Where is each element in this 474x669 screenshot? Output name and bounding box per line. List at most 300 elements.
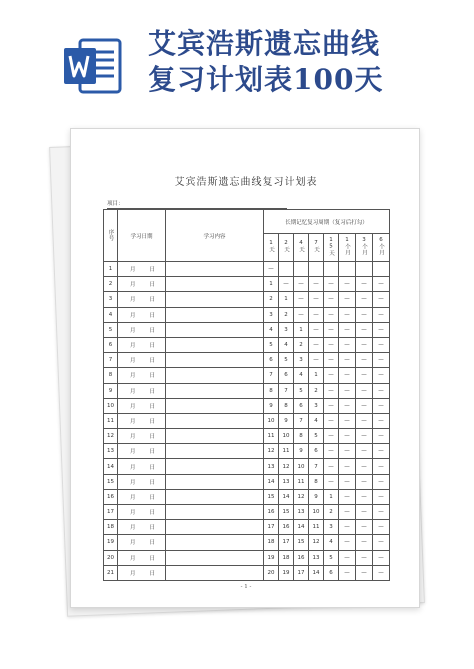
review-cell[interactable]: 3	[279, 322, 294, 337]
month-label: 月	[130, 403, 136, 410]
study-date-header: 学习日期	[118, 210, 166, 262]
review-cell[interactable]: 3	[324, 520, 339, 535]
seq-cell: 3	[104, 292, 118, 307]
table-row	[104, 413, 390, 428]
study-date-cell[interactable]	[118, 505, 166, 520]
month-label: 月	[130, 358, 136, 365]
period-header: 1天	[264, 234, 279, 262]
review-cell[interactable]: —	[356, 535, 373, 550]
review-cell[interactable]: 4	[279, 337, 294, 352]
seq-cell: 14	[104, 459, 118, 474]
review-cell[interactable]: 12	[264, 444, 279, 459]
review-cell[interactable]: 18	[279, 550, 294, 565]
day-label: 日	[149, 403, 156, 410]
review-cell[interactable]: —	[373, 383, 390, 398]
review-cell[interactable]: —	[356, 413, 373, 428]
review-cell[interactable]: —	[279, 277, 294, 292]
study-content-cell[interactable]	[166, 520, 264, 535]
review-cell[interactable]: —	[339, 383, 356, 398]
seq-cell: 10	[104, 398, 118, 413]
review-cell[interactable]: 4	[309, 413, 324, 428]
study-content-cell[interactable]	[166, 459, 264, 474]
study-date-cell[interactable]	[118, 277, 166, 292]
review-cell[interactable]: —	[339, 565, 356, 580]
study-date-cell[interactable]	[118, 383, 166, 398]
day-label: 日	[149, 449, 156, 456]
review-cell[interactable]: —	[339, 429, 356, 444]
study-date-cell[interactable]	[118, 398, 166, 413]
table-row	[104, 292, 390, 307]
review-cell[interactable]: —	[294, 292, 309, 307]
review-cell[interactable]: —	[356, 383, 373, 398]
month-label: 月	[130, 297, 136, 304]
review-cell[interactable]: 11	[264, 429, 279, 444]
page-headline	[148, 26, 448, 98]
review-cell[interactable]: 5	[264, 337, 279, 352]
document-page	[70, 128, 420, 608]
headline-line-1: 艾宾浩斯遗忘曲线	[148, 27, 381, 60]
review-cell[interactable]: —	[373, 459, 390, 474]
seq-cell: 4	[104, 307, 118, 322]
review-cell[interactable]: —	[324, 322, 339, 337]
review-cell[interactable]: —	[309, 337, 324, 352]
review-cell[interactable]: 2	[309, 383, 324, 398]
review-cell[interactable]: —	[373, 429, 390, 444]
table-row	[104, 277, 390, 292]
month-label: 月	[130, 510, 136, 517]
review-cell[interactable]: 14	[279, 489, 294, 504]
review-cell[interactable]: 13	[309, 550, 324, 565]
review-cell[interactable]: —	[356, 505, 373, 520]
study-date-cell[interactable]	[118, 353, 166, 368]
review-cell[interactable]: —	[356, 459, 373, 474]
seq-cell: 15	[104, 474, 118, 489]
review-cell[interactable]: —	[339, 277, 356, 292]
review-cell[interactable]: —	[324, 444, 339, 459]
review-cell[interactable]: 15	[279, 505, 294, 520]
review-cell[interactable]: 13	[264, 459, 279, 474]
study-content-cell[interactable]	[166, 353, 264, 368]
review-cell[interactable]: 1	[264, 277, 279, 292]
seq-cell: 7	[104, 353, 118, 368]
study-content-cell[interactable]	[166, 489, 264, 504]
review-cell[interactable]: 2	[279, 307, 294, 322]
table-row	[104, 262, 390, 277]
study-date-cell[interactable]	[118, 262, 166, 277]
review-cell[interactable]: 17	[264, 520, 279, 535]
review-cell[interactable]: 4	[324, 535, 339, 550]
study-date-cell[interactable]	[118, 337, 166, 352]
review-cell[interactable]: —	[356, 337, 373, 352]
review-cell[interactable]: 5	[294, 383, 309, 398]
review-cell[interactable]: —	[339, 307, 356, 322]
review-cell[interactable]: —	[339, 398, 356, 413]
day-label: 日	[149, 343, 156, 350]
study-content-cell[interactable]	[166, 550, 264, 565]
review-cell[interactable]: —	[356, 277, 373, 292]
review-cell[interactable]: 6	[309, 444, 324, 459]
review-cell[interactable]: —	[309, 307, 324, 322]
seq-cell: 18	[104, 520, 118, 535]
study-content-cell[interactable]	[166, 565, 264, 580]
review-cell[interactable]	[339, 262, 356, 277]
period-header: 7天	[309, 234, 324, 262]
month-label: 月	[130, 434, 136, 441]
review-cell[interactable]: —	[339, 489, 356, 504]
review-cell[interactable]: 9	[309, 489, 324, 504]
review-cell[interactable]: —	[373, 413, 390, 428]
period-header: 15天	[324, 234, 339, 262]
day-label: 日	[149, 464, 156, 471]
review-cell[interactable]: 17	[279, 535, 294, 550]
seq-cell: 20	[104, 550, 118, 565]
seq-cell: 19	[104, 535, 118, 550]
review-cell[interactable]: —	[356, 520, 373, 535]
review-cell[interactable]: 6	[324, 565, 339, 580]
review-cell[interactable]: —	[324, 368, 339, 383]
review-cell[interactable]: —	[373, 535, 390, 550]
review-cell[interactable]: —	[324, 474, 339, 489]
review-cell[interactable]: —	[356, 565, 373, 580]
seq-cell: 17	[104, 505, 118, 520]
month-label: 月	[130, 388, 136, 395]
review-cell[interactable]: 3	[264, 307, 279, 322]
table-row	[104, 353, 390, 368]
word-doc-icon	[62, 36, 124, 96]
review-cell[interactable]: 16	[279, 520, 294, 535]
review-cell[interactable]: —	[324, 398, 339, 413]
review-cell[interactable]: —	[356, 550, 373, 565]
seq-cell: 21	[104, 565, 118, 580]
document-title: 艾宾浩斯遗忘曲线复习计划表	[174, 177, 318, 188]
review-cell[interactable]: 2	[324, 505, 339, 520]
day-label: 日	[149, 434, 156, 441]
review-cell[interactable]: —	[373, 368, 390, 383]
review-cell[interactable]: 1	[324, 489, 339, 504]
day-label: 日	[149, 479, 156, 486]
banner	[0, 0, 474, 120]
review-cell[interactable]: 1	[294, 322, 309, 337]
study-content-cell[interactable]	[166, 277, 264, 292]
review-cell[interactable]: —	[324, 383, 339, 398]
review-schedule-table	[103, 209, 390, 581]
review-cell[interactable]: —	[339, 292, 356, 307]
day-label: 日	[149, 358, 156, 365]
review-cell[interactable]: 12	[294, 489, 309, 504]
review-cell[interactable]: —	[356, 368, 373, 383]
review-cell[interactable]: —	[339, 444, 356, 459]
review-cell[interactable]: —	[373, 520, 390, 535]
review-cell[interactable]: —	[339, 413, 356, 428]
study-content-cell[interactable]	[166, 413, 264, 428]
review-cell[interactable]: —	[356, 444, 373, 459]
review-cell[interactable]: 3	[294, 353, 309, 368]
study-content-cell[interactable]	[166, 429, 264, 444]
day-label: 日	[149, 327, 156, 334]
review-cell[interactable]	[373, 262, 390, 277]
review-cell[interactable]: 14	[294, 520, 309, 535]
review-cell[interactable]: —	[373, 322, 390, 337]
review-cell[interactable]: 7	[294, 413, 309, 428]
project-field	[107, 199, 287, 209]
review-cell[interactable]: —	[373, 565, 390, 580]
table-row	[104, 474, 390, 489]
day-label: 日	[149, 540, 156, 547]
period-header: 6个月	[373, 234, 390, 262]
month-label: 月	[130, 343, 136, 350]
review-cell[interactable]: 1	[309, 368, 324, 383]
review-cell[interactable]: —	[356, 322, 373, 337]
review-cell[interactable]: 9	[279, 413, 294, 428]
review-cell[interactable]: —	[339, 353, 356, 368]
study-content-cell[interactable]	[166, 337, 264, 352]
table-row	[104, 368, 390, 383]
review-cell[interactable]: —	[324, 292, 339, 307]
review-cell[interactable]: —	[339, 520, 356, 535]
review-cell[interactable]: —	[373, 353, 390, 368]
review-cell[interactable]: 8	[279, 398, 294, 413]
period-header: 4天	[294, 234, 309, 262]
month-label: 月	[130, 570, 136, 577]
review-cell[interactable]: —	[339, 505, 356, 520]
review-cell[interactable]: —	[264, 262, 279, 277]
review-cell[interactable]: 12	[279, 459, 294, 474]
review-cell[interactable]: 14	[309, 565, 324, 580]
review-cell[interactable]: —	[373, 337, 390, 352]
seq-cell: 6	[104, 337, 118, 352]
review-cell[interactable]: —	[324, 353, 339, 368]
review-cell[interactable]: 19	[264, 550, 279, 565]
review-cell[interactable]: 6	[264, 353, 279, 368]
table-row	[104, 520, 390, 535]
period-header: 2天	[279, 234, 294, 262]
review-cell[interactable]: —	[309, 353, 324, 368]
table-row	[104, 398, 390, 413]
period-header: 3个月	[356, 234, 373, 262]
table-row	[104, 383, 390, 398]
study-content-cell[interactable]	[166, 368, 264, 383]
study-content-cell[interactable]	[166, 292, 264, 307]
review-cell[interactable]: —	[294, 307, 309, 322]
review-cell[interactable]: 10	[264, 413, 279, 428]
review-cell[interactable]: 19	[279, 565, 294, 580]
review-cell[interactable]: —	[324, 413, 339, 428]
review-cell[interactable]: —	[339, 459, 356, 474]
review-cell[interactable]: —	[356, 474, 373, 489]
study-content-header: 学习内容	[166, 210, 264, 262]
study-date-cell[interactable]	[118, 292, 166, 307]
review-cell[interactable]: —	[339, 550, 356, 565]
study-date-cell[interactable]	[118, 565, 166, 580]
review-cell[interactable]: —	[324, 429, 339, 444]
study-content-cell[interactable]	[166, 535, 264, 550]
review-cell[interactable]	[324, 262, 339, 277]
review-cell[interactable]: —	[373, 277, 390, 292]
review-cell[interactable]: 3	[309, 398, 324, 413]
review-cell[interactable]: —	[324, 277, 339, 292]
study-date-cell[interactable]	[118, 550, 166, 565]
study-content-cell[interactable]	[166, 262, 264, 277]
period-header: 1个月	[339, 234, 356, 262]
review-cell[interactable]: —	[356, 489, 373, 504]
review-cell[interactable]: 11	[294, 474, 309, 489]
review-cell[interactable]: 10	[279, 429, 294, 444]
review-cell[interactable]: —	[373, 505, 390, 520]
seq-cell: 11	[104, 413, 118, 428]
month-label: 月	[130, 540, 136, 547]
month-label: 月	[130, 327, 136, 334]
seq-header: 序号	[104, 210, 118, 262]
review-cell[interactable]: —	[339, 337, 356, 352]
review-period-group-header: 长期记忆复习周期（复习后打勾）	[264, 210, 390, 234]
review-cell[interactable]: 4	[264, 322, 279, 337]
review-cell[interactable]	[294, 262, 309, 277]
day-label: 日	[149, 555, 156, 562]
review-cell[interactable]: —	[339, 535, 356, 550]
review-cell[interactable]: —	[373, 444, 390, 459]
review-cell[interactable]: —	[324, 307, 339, 322]
review-cell[interactable]: —	[356, 353, 373, 368]
study-date-cell[interactable]	[118, 307, 166, 322]
review-cell[interactable]: 11	[309, 520, 324, 535]
study-date-cell[interactable]	[118, 535, 166, 550]
review-cell[interactable]: 7	[264, 368, 279, 383]
review-cell[interactable]: —	[339, 474, 356, 489]
review-cell[interactable]: 17	[294, 565, 309, 580]
review-cell[interactable]: 10	[309, 505, 324, 520]
study-date-cell[interactable]	[118, 368, 166, 383]
review-cell[interactable]: —	[309, 292, 324, 307]
review-cell[interactable]: —	[373, 489, 390, 504]
review-cell[interactable]: 13	[279, 474, 294, 489]
seq-cell: 9	[104, 383, 118, 398]
review-cell[interactable]: 13	[294, 505, 309, 520]
review-cell[interactable]: —	[309, 322, 324, 337]
month-label: 月	[130, 494, 136, 501]
table-row	[104, 505, 390, 520]
study-content-cell[interactable]	[166, 307, 264, 322]
day-label: 日	[149, 373, 156, 380]
study-content-cell[interactable]	[166, 505, 264, 520]
study-date-cell[interactable]	[118, 413, 166, 428]
review-cell[interactable]: 6	[279, 368, 294, 383]
review-cell[interactable]: —	[294, 277, 309, 292]
study-content-cell[interactable]	[166, 444, 264, 459]
review-cell[interactable]: —	[309, 277, 324, 292]
review-cell[interactable]: 4	[294, 368, 309, 383]
review-cell[interactable]: 5	[324, 550, 339, 565]
review-cell[interactable]: 18	[264, 535, 279, 550]
month-label: 月	[130, 479, 136, 486]
review-cell[interactable]	[279, 262, 294, 277]
day-label: 日	[149, 494, 156, 501]
month-label: 月	[130, 267, 136, 274]
review-cell[interactable]	[356, 262, 373, 277]
review-cell[interactable]: —	[356, 429, 373, 444]
review-cell[interactable]: —	[324, 459, 339, 474]
review-cell[interactable]: —	[373, 307, 390, 322]
review-cell[interactable]: —	[324, 337, 339, 352]
review-cell[interactable]: —	[356, 398, 373, 413]
review-cell[interactable]: 15	[294, 535, 309, 550]
study-date-cell[interactable]	[118, 459, 166, 474]
review-cell[interactable]: 8	[264, 383, 279, 398]
review-cell[interactable]: 2	[294, 337, 309, 352]
month-label: 月	[130, 312, 136, 319]
review-cell[interactable]: 20	[264, 565, 279, 580]
review-cell[interactable]: 14	[264, 474, 279, 489]
month-label: 月	[130, 418, 136, 425]
review-cell[interactable]: —	[339, 322, 356, 337]
review-cell[interactable]: 12	[309, 535, 324, 550]
study-date-cell[interactable]	[118, 429, 166, 444]
seq-cell: 5	[104, 322, 118, 337]
month-label: 月	[130, 555, 136, 562]
review-cell[interactable]: 9	[264, 398, 279, 413]
month-label: 月	[130, 449, 136, 456]
study-date-cell[interactable]	[118, 474, 166, 489]
table-row	[104, 307, 390, 322]
review-cell[interactable]: 8	[309, 474, 324, 489]
study-content-cell[interactable]	[166, 383, 264, 398]
table-row	[104, 337, 390, 352]
month-label: 月	[130, 282, 136, 289]
study-content-cell[interactable]	[166, 474, 264, 489]
review-cell[interactable]: 7	[279, 383, 294, 398]
study-date-cell[interactable]	[118, 489, 166, 504]
day-label: 日	[149, 418, 156, 425]
study-date-cell[interactable]	[118, 322, 166, 337]
study-content-cell[interactable]	[166, 322, 264, 337]
study-date-cell[interactable]	[118, 444, 166, 459]
review-cell[interactable]: 5	[279, 353, 294, 368]
review-cell[interactable]: —	[373, 398, 390, 413]
day-label: 日	[149, 267, 156, 274]
review-cell[interactable]: 11	[279, 444, 294, 459]
page-number: - 1 -	[240, 584, 252, 590]
review-cell[interactable]: 7	[309, 459, 324, 474]
table-row	[104, 444, 390, 459]
seq-cell: 8	[104, 368, 118, 383]
study-date-cell[interactable]	[118, 520, 166, 535]
review-cell[interactable]: 5	[309, 429, 324, 444]
review-cell[interactable]: 16	[294, 550, 309, 565]
review-cell[interactable]: —	[339, 368, 356, 383]
review-cell[interactable]: —	[356, 307, 373, 322]
seq-cell: 1	[104, 262, 118, 277]
review-cell[interactable]: 6	[294, 398, 309, 413]
review-cell[interactable]: —	[373, 292, 390, 307]
review-cell[interactable]: 8	[294, 429, 309, 444]
day-label: 日	[149, 297, 156, 304]
review-cell[interactable]: 9	[294, 444, 309, 459]
day-label: 日	[149, 388, 156, 395]
review-cell[interactable]: 2	[264, 292, 279, 307]
headline-line-2: 复习计划表100天	[148, 63, 384, 96]
review-cell[interactable]: 1	[279, 292, 294, 307]
table-row	[104, 459, 390, 474]
review-cell[interactable]: 16	[264, 505, 279, 520]
review-cell[interactable]	[309, 262, 324, 277]
review-cell[interactable]: —	[373, 550, 390, 565]
review-cell[interactable]: —	[373, 474, 390, 489]
review-cell[interactable]: —	[356, 292, 373, 307]
review-cell[interactable]: 15	[264, 489, 279, 504]
review-cell[interactable]: 10	[294, 459, 309, 474]
month-label: 月	[130, 373, 136, 380]
study-content-cell[interactable]	[166, 398, 264, 413]
table-row	[104, 429, 390, 444]
